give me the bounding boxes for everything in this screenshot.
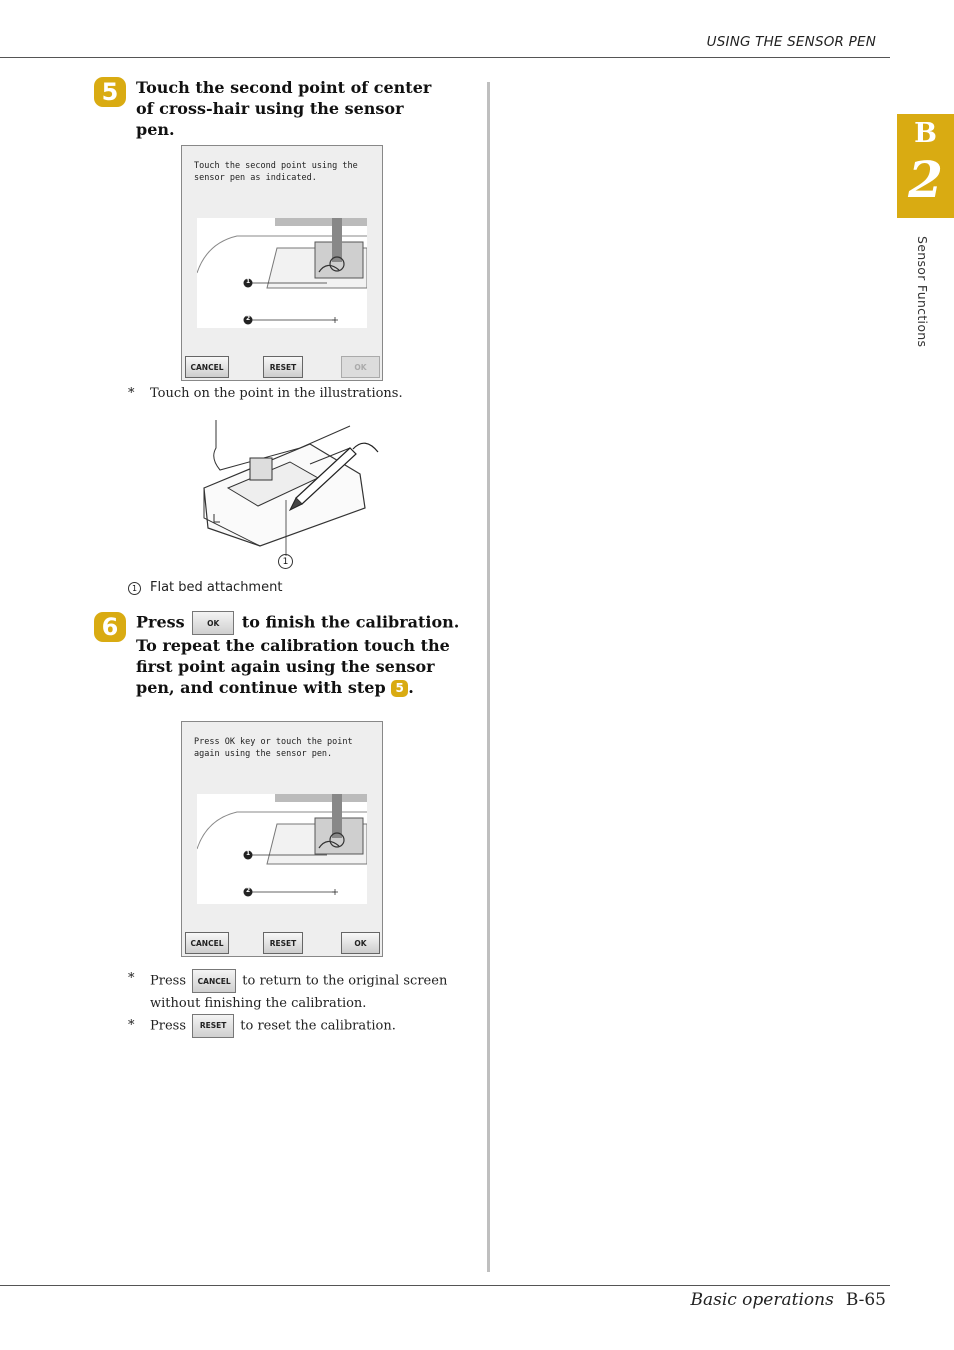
- caption-flat-bed: Flat bed attachment: [150, 580, 283, 595]
- step-6-text-post: to finish the calibration. To repeat the calibration touch the first point again using the sensor pen, and continue with step: [136, 612, 460, 697]
- needle-plate-drawing: [197, 794, 367, 904]
- step-5-note: Touch on the point in the illustrations.: [150, 386, 403, 401]
- callout-1: 1: [278, 554, 293, 569]
- step-6-instruction: [136, 611, 471, 698]
- header-rule: [0, 57, 890, 58]
- needle-plate-drawing: [197, 218, 367, 328]
- chapter-letter: B: [914, 118, 937, 149]
- calibration-screen-1: [181, 145, 383, 381]
- cancel-button[interactable]: CANCEL: [185, 932, 229, 954]
- footer-section: Basic operations: [690, 1290, 834, 1310]
- screen-message: Press OK key or touch the point again using the sensor pen.: [194, 737, 353, 759]
- marker-2: 2: [246, 315, 251, 322]
- cancel-note: [150, 969, 480, 1014]
- machine-illustration: [197, 794, 367, 904]
- marker-1: 1: [246, 850, 251, 857]
- column-divider: [487, 82, 490, 1272]
- ok-button[interactable]: OK: [341, 932, 380, 954]
- reset-button[interactable]: RESET: [263, 932, 303, 954]
- side-section-label: Sensor Functions: [915, 236, 930, 348]
- running-header: USING THE SENSOR PEN: [706, 34, 876, 50]
- chapter-number: 2: [908, 150, 943, 209]
- machine-illustration: [197, 218, 367, 328]
- inline-ok-button: OK: [192, 611, 234, 635]
- cancel-note-pre: Press: [150, 973, 186, 989]
- chapter-tab: [897, 114, 954, 218]
- note-bullet: *: [128, 971, 135, 986]
- footer-rule: [0, 1285, 890, 1286]
- page-footer: [690, 1290, 886, 1310]
- step-6-period: .: [408, 678, 414, 697]
- ok-button-disabled[interactable]: OK: [341, 356, 380, 378]
- cancel-note-post: to return to the original screen without finishing the calibration.: [150, 973, 448, 1011]
- step-6-text-pre: Press: [136, 612, 185, 632]
- reset-button[interactable]: RESET: [263, 356, 303, 378]
- screen-message: Touch the second point using the sensor pen as indicated.: [194, 161, 358, 183]
- inline-reset-button: RESET: [192, 1014, 234, 1038]
- step-ref-badge: 5: [391, 680, 408, 697]
- inline-cancel-button: CANCEL: [192, 969, 236, 993]
- marker-2: 2: [246, 887, 251, 894]
- note-bullet: *: [128, 1018, 135, 1033]
- sensor-pen-illustration: [200, 418, 385, 568]
- note-bullet: *: [128, 386, 135, 401]
- flat-bed-attachment-drawing: [200, 418, 385, 568]
- step-5-instruction: Touch the second point of center of cross-hair using the sensor pen.: [136, 78, 432, 139]
- reset-note: [150, 1014, 396, 1039]
- reset-note-pre: Press: [150, 1018, 186, 1034]
- marker-1: 1: [246, 278, 251, 285]
- step-6-badge: 6: [94, 612, 126, 642]
- cancel-button[interactable]: CANCEL: [185, 356, 229, 378]
- page-number: B-65: [845, 1290, 886, 1310]
- reset-note-post: to reset the calibration.: [240, 1018, 396, 1034]
- calibration-screen-2: [181, 721, 383, 957]
- step-5-badge: 5: [94, 77, 126, 107]
- caption-number: 1: [128, 582, 141, 595]
